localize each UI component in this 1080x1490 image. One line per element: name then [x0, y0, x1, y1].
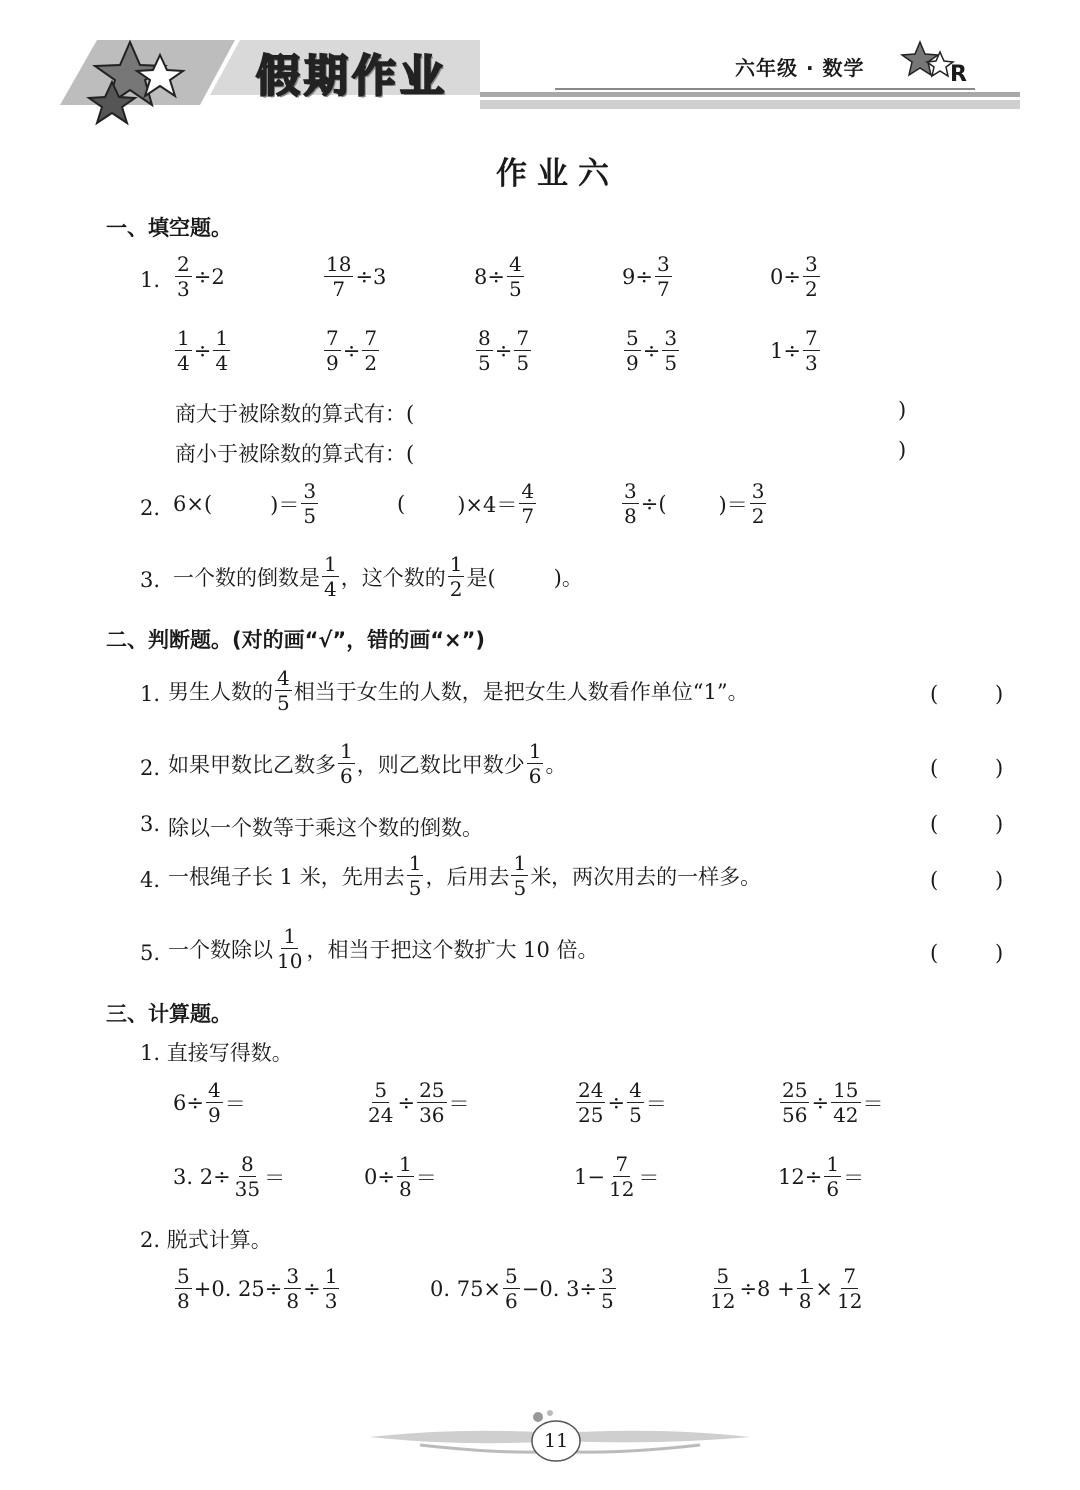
series-title: 假期作业: [256, 51, 448, 102]
q3-label: 3.: [140, 568, 161, 592]
answer-paren-close: ): [898, 438, 907, 462]
expr: 8÷ $\frac{4}{5}$: [474, 252, 522, 301]
grade-subject: 六年级 · 数学: [735, 56, 865, 80]
judge-answer-close: ): [995, 812, 1004, 836]
expr: $\frac{7}{9}$ ÷ $\frac{7}{2}$: [326, 326, 378, 375]
judge-answer-close: ): [995, 941, 1004, 965]
blank-equation: $\frac{3}{8}$ ÷( )＝ $\frac{3}{2}$: [624, 479, 765, 528]
calc-expr: 6÷ $\frac{4}{9}$ ＝: [173, 1078, 246, 1127]
section2-heading: 二、判断题。(对的画“√”，错的画“×”): [106, 628, 486, 652]
calc-q1-label: 1. 直接写得数。: [140, 1041, 293, 1065]
calc-expr: 3. 2÷ $\frac{8}{35}$ ＝: [173, 1152, 286, 1201]
step-calc-expr: $\frac{5}{12}$ ÷8 + $\frac{1}{8}$ × $\frac{7}{12}$: [710, 1264, 863, 1313]
expr: $\frac{5}{9}$ ÷ $\frac{3}{5}$: [626, 326, 678, 375]
judge-answer-close: ): [995, 682, 1004, 706]
expr: $\frac{2}{3}$ ÷2: [177, 252, 225, 301]
judge-answer-open[interactable]: (: [930, 682, 939, 706]
calc-expr: $\frac{24}{25}$ ÷ $\frac{4}{5}$ ＝: [578, 1078, 667, 1127]
judge-q2-text: 如果甲数比乙数多 $\frac{1}{6}$ ，则乙数比甲数少 $\frac{1}{6}$ 。: [168, 739, 567, 788]
expr: $\frac{1}{4}$ ÷ $\frac{1}{4}$: [177, 326, 229, 375]
expr: 9÷ $\frac{3}{7}$: [622, 252, 670, 301]
answer-paren-close: ): [898, 398, 907, 422]
judge-q4-label: 4.: [140, 868, 161, 892]
judge-answer-open[interactable]: (: [930, 941, 939, 965]
section3-heading: 三、计算题。: [106, 1002, 232, 1026]
section1-heading: 一、填空题。: [106, 216, 232, 240]
judge-q5-text: 一个数除以 $\frac{1}{10}$ ，相当于把这个数扩大 10 倍。: [168, 924, 599, 973]
judge-answer-close: ): [995, 868, 1004, 892]
judge-q4-text: 一根绳子长 1 米，先用去 $\frac{1}{5}$ ，后用去 $\frac{1}{5}$ 米，两次用去的一样多。: [168, 851, 762, 900]
judge-q3-text: 除以一个数等于乘这个数的倒数。: [168, 816, 483, 840]
judge-q5-label: 5.: [140, 941, 161, 965]
calc-expr: $\frac{25}{56}$ ÷ $\frac{15}{42}$ ＝: [782, 1078, 884, 1127]
judge-answer-close: ): [995, 756, 1004, 780]
page-number: 11: [544, 1430, 569, 1452]
blank-equation: 6×( )＝ $\frac{3}{5}$: [173, 479, 317, 528]
blank-equation: ( )×4＝ $\frac{4}{7}$: [397, 479, 535, 528]
expr: $\frac{18}{7}$ ÷3: [326, 252, 387, 301]
q1-label: 1.: [140, 268, 161, 292]
judge-answer-open[interactable]: (: [930, 756, 939, 780]
header-decoration: [0, 0, 1080, 140]
judge-answer-open[interactable]: (: [930, 812, 939, 836]
small-star-icon: [902, 42, 953, 76]
judge-q3-label: 3.: [140, 812, 161, 836]
judge-q1-text: 男生人数的 $\frac{4}{5}$ 相当于女生的人数，是把女生人数看作单位“1”。: [168, 666, 749, 715]
smaller-quotient-line: 商小于被除数的算式有：(: [175, 442, 415, 466]
expr: 0÷ $\frac{3}{2}$: [770, 252, 818, 301]
calc-expr: 1− $\frac{7}{12}$ ＝: [574, 1152, 660, 1201]
calc-expr: $\frac{5}{24}$ ÷ $\frac{25}{36}$ ＝: [368, 1078, 470, 1127]
calc-expr: 12÷ $\frac{1}{6}$ ＝: [778, 1152, 865, 1201]
question-text: 一个数的倒数是 $\frac{1}{4}$ ，这个数的 $\frac{1}{2}$ 是( )。: [173, 552, 583, 601]
calc-expr: 0÷ $\frac{1}{8}$ ＝: [364, 1152, 437, 1201]
q2-label: 2.: [140, 496, 161, 520]
calc-q2-label: 2. 脱式计算。: [140, 1228, 272, 1252]
edition-badge: R: [950, 62, 967, 87]
judge-q1-label: 1.: [140, 682, 161, 706]
judge-q2-label: 2.: [140, 756, 161, 780]
step-calc-expr: 0. 75× $\frac{5}{6}$ −0. 3÷ $\frac{3}{5}$: [430, 1264, 614, 1313]
greater-quotient-line: 商大于被除数的算式有：(: [175, 402, 415, 426]
step-calc-expr: $\frac{5}{8}$ +0. 25÷ $\frac{3}{8}$ ÷ $\frac{1}{3}$: [177, 1264, 338, 1313]
judge-answer-open[interactable]: (: [930, 868, 939, 892]
page-title: 作业六: [496, 156, 619, 192]
expr: 1÷ $\frac{7}{3}$: [770, 326, 818, 375]
expr: $\frac{8}{5}$ ÷ $\frac{7}{5}$: [478, 326, 530, 375]
